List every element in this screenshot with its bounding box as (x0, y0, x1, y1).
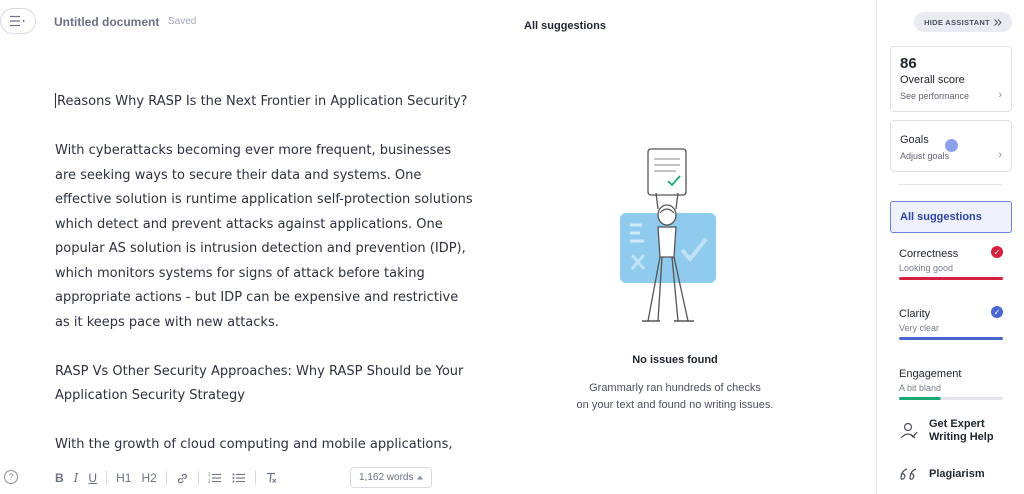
hide-assistant-button[interactable] (914, 12, 1012, 32)
italic-button[interactable]: I (73, 471, 79, 485)
editor-paragraph[interactable]: RASP Vs Other Security Approaches: Why RASP Should be Your Application Security Strategy (55, 363, 464, 403)
text-cursor (55, 93, 56, 108)
menu-button[interactable] (0, 8, 36, 34)
document-title[interactable]: Untitled document (54, 15, 160, 29)
overall-score-label: Overall score (900, 74, 965, 86)
quote-icon (899, 467, 919, 481)
expert-help-line: Writing Help (929, 431, 994, 443)
goals-label: Goals (900, 134, 929, 146)
chevron-right-icon: › (998, 149, 1002, 161)
goals-card[interactable] (890, 120, 1012, 172)
bulleted-list-icon (232, 472, 246, 484)
check-circle-icon: ✓ (991, 306, 1003, 318)
toolbar-divider (255, 471, 256, 485)
expert-help-label (929, 418, 994, 444)
clear-format-button[interactable] (260, 468, 282, 488)
link-button[interactable] (171, 468, 194, 488)
document-editor[interactable] (55, 90, 475, 482)
toolbar-divider (106, 471, 107, 485)
no-issues-line: Grammarly ran hundreds of checks (589, 382, 761, 394)
category-name: Correctness (899, 248, 959, 260)
word-count-button[interactable] (350, 467, 432, 488)
all-suggestions-tab[interactable]: All suggestions (890, 201, 1012, 233)
clear-format-icon (265, 472, 277, 484)
category-progress-bar (899, 337, 1003, 340)
no-issues-illustration (612, 145, 722, 325)
category-status: Very clear (899, 323, 940, 333)
toolbar-divider (198, 471, 199, 485)
plagiarism-link[interactable] (899, 467, 985, 481)
toolbar-divider (166, 471, 167, 485)
caret-up-icon (417, 475, 423, 480)
category-correctness[interactable] (899, 248, 1003, 280)
expert-help-link[interactable] (899, 418, 994, 444)
category-name: Clarity (899, 308, 931, 320)
editor-paragraph[interactable] (55, 90, 475, 115)
numbered-list-button[interactable] (203, 468, 227, 488)
adjust-goals-link[interactable]: Adjust goals (900, 151, 950, 161)
check-circle-icon: ✓ (991, 246, 1003, 258)
category-progress-bar (899, 277, 1003, 280)
no-issues-description (555, 380, 795, 414)
no-issues-line: on your text and found no writing issues. (576, 399, 774, 411)
menu-icon (9, 15, 27, 27)
chevron-right-icon: › (998, 89, 1002, 101)
hide-assistant-label: HIDE ASSISTANT (924, 17, 990, 27)
category-status: Looking good (899, 263, 954, 273)
see-performance-link[interactable]: See performance (900, 91, 970, 101)
save-status: Saved (168, 16, 197, 27)
category-status: A bit bland (899, 383, 942, 393)
category-engagement[interactable] (899, 368, 1003, 400)
category-clarity[interactable] (899, 308, 1003, 340)
heading2-button[interactable]: H2 (141, 471, 157, 485)
category-progress-bar (899, 397, 1003, 400)
editor-paragraph[interactable]: With cyberattacks becoming ever more frequent, businesses are seeking ways to secure their data and systems. One effective solution is runtime application self-protection solutions which detect and prevent attacks against applications. One popular AS solution is intrusion detection and prevention (IDP), which monitors systems for signs of attack before taking appropriate actions - but IDP can be expensive and restrictive as it keeps pace with new attacks. (55, 143, 473, 330)
underline-button[interactable]: U (88, 471, 98, 485)
category-name: Engagement (899, 368, 962, 380)
overall-score-value: 86 (900, 55, 917, 72)
no-issues-heading: No issues found (632, 354, 718, 366)
editor-paragraph[interactable]: With the growth of cloud computing and mobile applications, (55, 437, 453, 452)
expert-help-line: Get Expert (929, 418, 985, 430)
bold-button[interactable]: B (55, 471, 64, 485)
help-icon[interactable]: ? (4, 470, 18, 484)
mouse-pointer-indicator (945, 139, 958, 152)
editor-paragraph-text: Reasons Why RASP Is the Next Frontier in Application Security? (57, 94, 468, 109)
overall-score-card[interactable] (890, 46, 1012, 112)
panel-title: All suggestions (524, 20, 606, 32)
heading1-button[interactable]: H1 (116, 471, 132, 485)
bulleted-list-button[interactable] (227, 468, 251, 488)
link-icon (176, 472, 189, 485)
format-toolbar (50, 468, 282, 488)
double-chevron-right-icon (994, 19, 1002, 26)
plagiarism-label: Plagiarism (929, 467, 985, 480)
sidebar-divider (898, 184, 1002, 185)
numbered-list-icon (208, 472, 222, 484)
expert-person-icon (899, 421, 919, 441)
svg-text:2: 2 (207, 479, 211, 484)
word-count-label: 1,162 words (359, 472, 414, 483)
svg-text:1: 1 (207, 472, 211, 477)
